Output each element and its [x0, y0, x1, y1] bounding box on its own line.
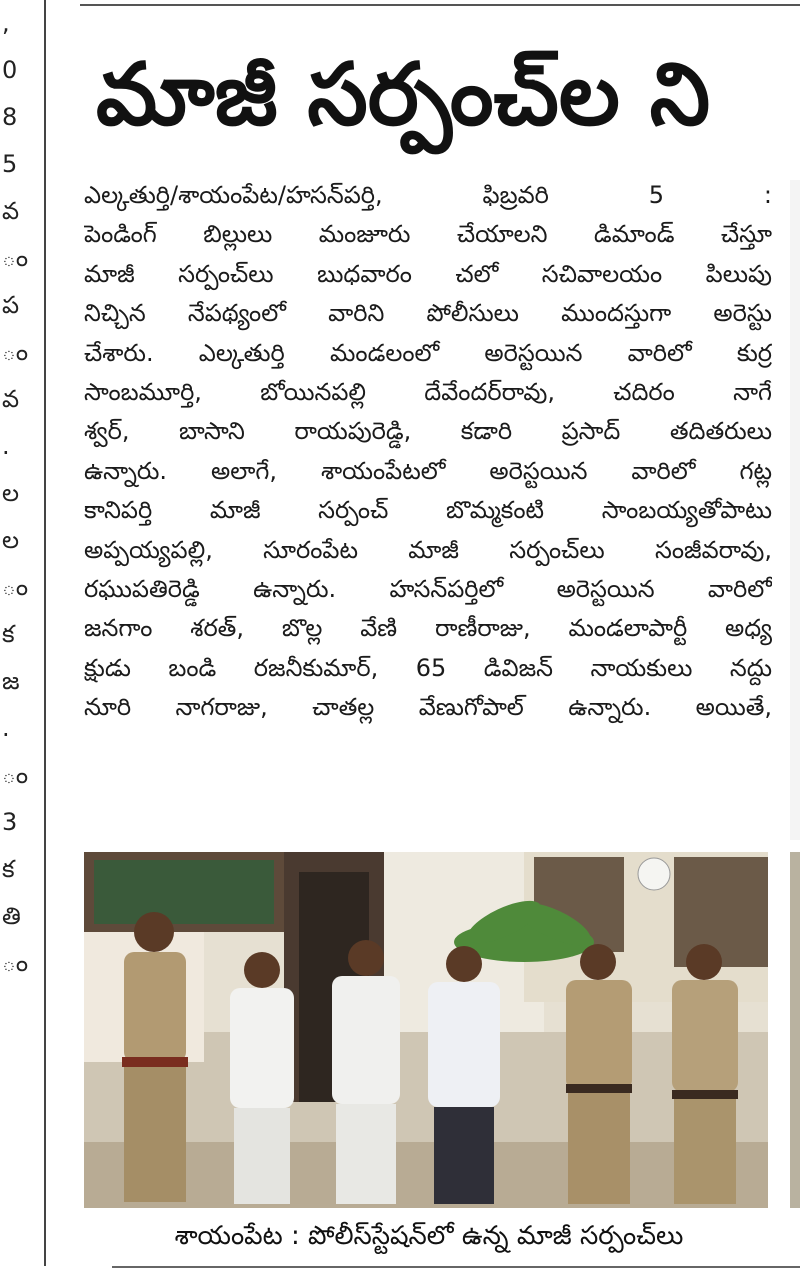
body-line: కానిపర్తి మాజీ సర్పంచ్ బొమ్మకంటి సాంబయ్యతోపాటు: [84, 496, 772, 525]
body-line: జనగాం శరత్, బొల్ల వేణి రాణీరాజు, మండలాపార్టీ అధ్య: [84, 614, 772, 643]
left-column-fragment: ం: [2, 244, 29, 272]
left-column-fragment: ం: [2, 573, 29, 601]
group-photo-icon: [84, 852, 768, 1208]
body-line: మాజీ సర్పంచ్‌లు బుధవారం చలో సచివాలయం పిలుపు: [84, 259, 772, 288]
column-divider: [44, 0, 46, 1266]
left-column-fragment: ం: [2, 338, 29, 366]
body-line: ఎల్కతుర్తి/శాయంపేట/హసన్‌పర్తి, ఫిబ్రవరి 5 :: [84, 181, 772, 209]
body-line: అప్పయ్యపల్లి, సూరంపేట మాజీ సర్పంచ్‌లు సంజీవరావు,: [84, 535, 772, 564]
left-column-fragment: 8: [2, 103, 18, 131]
body-line: చేశారు. ఎల్కతుర్తి మండలంలో అరెస్టయిన వారిలో కుర్ర: [84, 338, 772, 367]
left-column-fragment: వ: [2, 385, 20, 413]
headline: మాజీ సర్పంచ్‌ల ని: [96, 45, 711, 145]
left-column-fragment: క: [2, 855, 15, 883]
body-line: పెండింగ్ బిల్లులు మంజూరు చేయాలని డిమాండ్ చేస్తూ: [84, 220, 772, 249]
left-column-fragment: ల: [2, 479, 20, 507]
left-column-fragment: ప: [2, 291, 20, 319]
left-column-fragment: 3: [2, 808, 18, 836]
left-column-fragment: ,: [2, 9, 10, 37]
body-line: ఉన్నారు. అలాగే, శాయంపేటలో అరెస్టయిన వారిలో గట్ల: [84, 456, 772, 485]
top-rule: [80, 4, 800, 6]
body-line: క్షుడు బండి రజనీకుమార్, 65 డివిజన్ నాయకులు నద్దు: [84, 653, 772, 682]
adjacent-photo-edge: [790, 852, 800, 1208]
left-column-fragment: ల: [2, 526, 20, 554]
body-line: రఘుపతిరెడ్డి ఉన్నారు. హసన్‌పర్తిలో అరెస్టయిన వారిలో: [84, 575, 772, 604]
article-body: [84, 176, 772, 728]
photo-caption: శాయంపేట : పోలీస్‌స్టేషన్‌లో ఉన్న మాజీ సర్పంచ్‌లు: [174, 1221, 684, 1251]
body-line: సాంబమూర్తి, బోయినపల్లి దేవేందర్‌రావు, చదిరం నాగే: [84, 378, 772, 407]
left-column-fragment: ం: [2, 949, 29, 977]
left-column-fragment: జ: [2, 667, 20, 695]
body-line: నిచ్చిన నేపథ్యంలో వారిని పోలీసులు ముందస్తుగా అరెస్టు: [84, 299, 772, 328]
left-column-fragment: ం: [2, 761, 29, 789]
adjacent-column-edge: [790, 180, 800, 840]
body-line: శ్వర్, బాసాని రాయపురెడ్డి, కడారి ప్రసాద్ తదితరులు: [84, 417, 772, 446]
bottom-rule: [112, 1266, 800, 1268]
left-column-fragment: .: [2, 714, 10, 742]
left-column-fragment: 0: [2, 56, 18, 84]
left-column-fragment: తి: [2, 902, 21, 930]
left-column-fragment: .: [2, 432, 10, 460]
left-column-fragment: 5: [2, 150, 18, 178]
news-photo: [84, 852, 768, 1208]
left-column-fragment: క: [2, 620, 15, 648]
left-column-fragment: వ: [2, 197, 20, 225]
left-column-fragments: [0, 0, 30, 1266]
body-line: నూరి నాగరాజు, చాతల్ల వేణుగోపాల్ ఉన్నారు. అయితే,: [84, 693, 772, 722]
